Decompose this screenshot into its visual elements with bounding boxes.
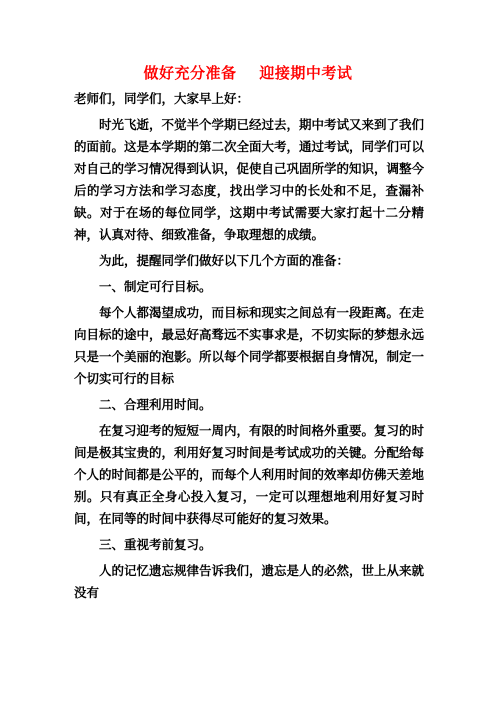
section-body-1: 每个人都渴望成功，而目标和现实之间总有一段距离。在走向目标的途中，最忌好高骛远不实事求是，不切实际的梦想永远只是一个美丽的泡影。所以每个同学都要根据自身情况，制定一个切实可行的目标: [74, 305, 425, 386]
reminder-paragraph: 为此，提醒同学们做好以下几个方面的准备：: [99, 253, 350, 268]
document-body: [74, 88, 424, 608]
section-heading-3: 三、重视考前复习。: [99, 537, 212, 552]
section-heading-1: 一、制定可行目标。: [99, 279, 212, 294]
document-title: 做好充分准备 迎接期中考试: [143, 64, 353, 82]
section-heading-2: 二、合理利用时间。: [99, 397, 212, 412]
section-body-2: 在复习迎考的短短一周内，有限的时间格外重要。复习的时间是极其宝贵的，利用好复习时间是考试成功的关键。分配给每个人的时间都是公平的，而每个人利用时间的效率却仿佛天差地别。只有真正全身心投入复习，一定可以理想地利用好复习时间，在同等的时间中获得尽可能好的复习效果。: [74, 423, 425, 526]
section-body-3: 人的记忆遗忘规律告诉我们，遗忘是人的必然，世上从来就没有: [74, 563, 425, 600]
intro-paragraph: 时光飞逝，不觉半个学期已经过去，期中考试又来到了我们的面前。这是本学期的第二次全面大考，通过考试，同学们可以对自己的学习情况得到认识，促使自己巩固所学的知识，调整今后的学习方法和学习态度，找出学习中的长处和不足，查漏补缺。对于在场的每位同学，这期中考试需要大家打起十二分精神，认真对待、细致准备，争取理想的成绩。: [74, 117, 425, 242]
greeting-paragraph: 老师们，同学们，大家早上好：: [74, 91, 250, 106]
